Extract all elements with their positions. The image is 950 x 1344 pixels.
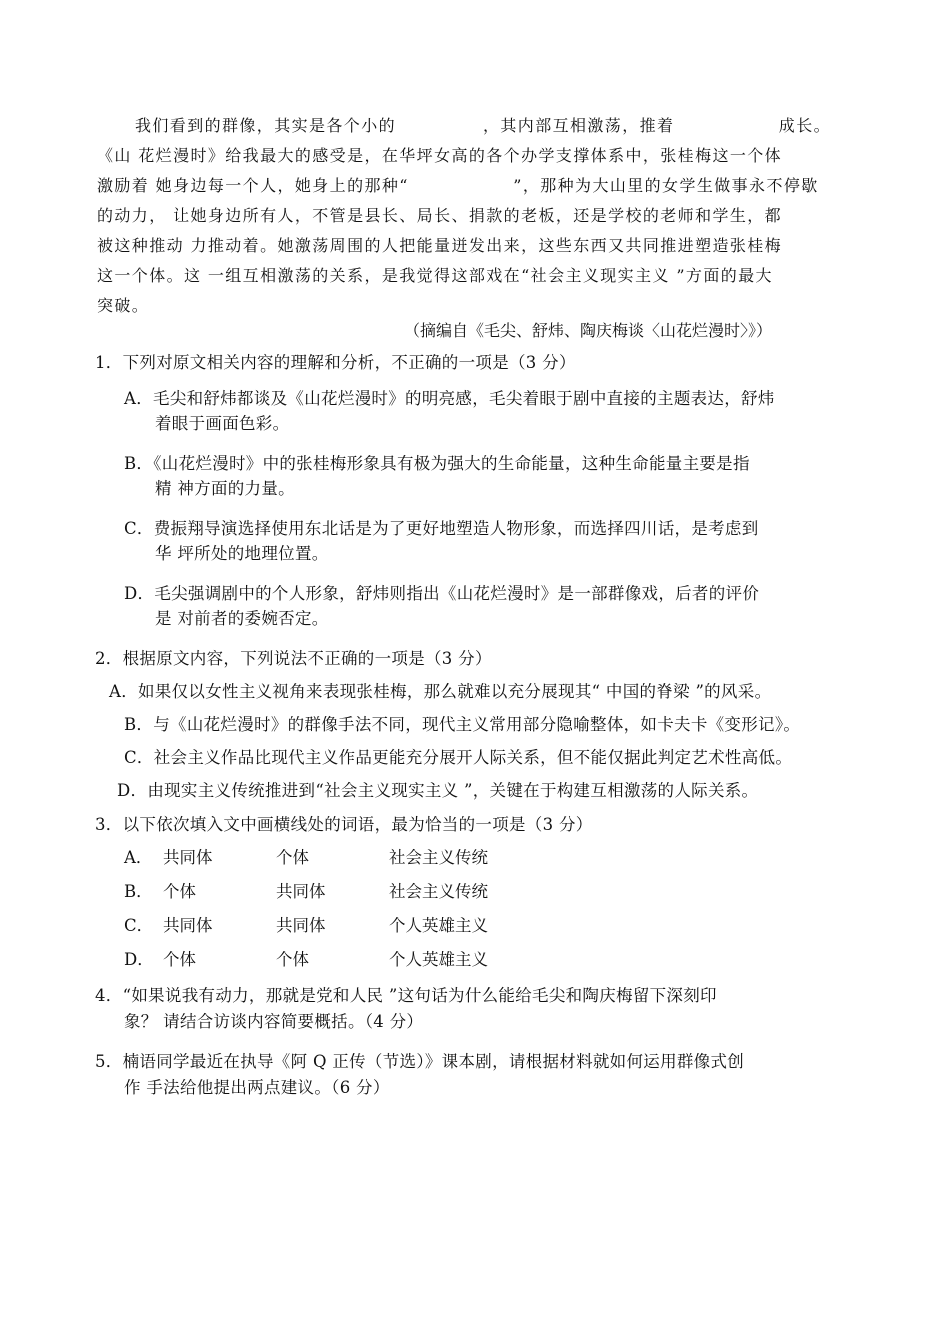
question-2-option-a: A．如果仅以女性主义视角来表现张桂梅，那么就难以充分展现其“ 中国的脊梁 ”的风采。 — [109, 682, 772, 701]
question-1-option-d: D．毛尖强调剧中的个人形象，舒炜则指出《山花烂漫时》是一部群像戏，后者的评价 — [124, 584, 760, 603]
option-letter: A． — [124, 848, 153, 867]
option-letter: D． — [124, 950, 154, 969]
passage-line: 《山 花烂漫时》给我最大的感受是，在华坪女高的各个办学支撑体系中，张桂梅这一个体 — [97, 146, 783, 165]
option-word-2: 共同体 — [276, 916, 326, 935]
question-4-stem-cont: 象？ 请结合访谈内容简要概括。（4 分） — [124, 1012, 424, 1031]
question-2-option-d: D．由现实主义传统推进到“社会主义现实主义 ”，关键在于构建互相激荡的人际关系。 — [117, 781, 759, 800]
option-word-1: 个体 — [163, 950, 196, 969]
option-word-2: 个体 — [276, 950, 309, 969]
option-word-3: 社会主义传统 — [389, 882, 488, 901]
option-word-1: 共同体 — [163, 916, 213, 935]
question-2-option-c: C．社会主义作品比现代主义作品更能充分展开人际关系，但不能仅据此判定艺术性高低。 — [124, 748, 793, 767]
option-word-3: 个人英雄主义 — [389, 950, 488, 969]
question-1-option-a: A．毛尖和舒炜都谈及《山花烂漫时》的明亮感，毛尖着眼于剧中直接的主题表达，舒炜 — [124, 389, 775, 408]
option-letter: B． — [124, 882, 153, 901]
option-word-1: 个体 — [163, 882, 196, 901]
question-5-stem: 5．楠语同学最近在执导《阿 Q 正传（节选）》课本剧，请根据材料就如何运用群像式创 — [95, 1052, 745, 1071]
option-word-1: 共同体 — [163, 848, 213, 867]
passage-source: （摘编自《毛尖、舒炜、陶庆梅谈〈山花烂漫时〉》） — [404, 321, 773, 340]
option-word-3: 个人英雄主义 — [389, 916, 488, 935]
option-word-2: 共同体 — [276, 882, 326, 901]
question-1-option-c: C．费振翔导演选择使用东北话是为了更好地塑造人物形象，而选择四川话，是考虑到 — [124, 519, 759, 538]
passage-line: 被这种推动 力推动着。她激荡周围的人把能量迸发出来，这些东西又共同推进塑造张桂梅 — [97, 236, 783, 255]
option-word-3: 社会主义传统 — [389, 848, 488, 867]
question-1-option-b: B．《山花烂漫时》中的张桂梅形象具有极为强大的生命能量，这种生命能量主要是指 — [124, 454, 750, 473]
question-3-stem: 3．以下依次填入文中画横线处的词语，最为恰当的一项是（3 分） — [95, 815, 593, 834]
passage-line: 的动力， 让她身边所有人，不管是县长、局长、捐款的老板，还是学校的老师和学生，都 — [97, 206, 783, 225]
passage-line: 激励着 她身边每一个人，她身上的那种“ ”，那种为大山里的女学生做事永不停歇 — [97, 176, 819, 195]
question-1-option-d-cont: 是 对前者的委婉否定。 — [155, 609, 329, 628]
question-5-stem-cont: 作 手法给他提出两点建议。（6 分） — [124, 1078, 390, 1097]
option-word-2: 个体 — [276, 848, 309, 867]
question-1-stem: 1．下列对原文相关内容的理解和分析，不正确的一项是（3 分） — [95, 353, 576, 372]
passage-line: 突破。 — [97, 296, 150, 315]
question-2-option-b: B．与《山花烂漫时》的群像手法不同，现代主义常用部分隐喻整体，如卡夫卡《变形记》。 — [124, 715, 801, 734]
question-1-option-a-cont: 着眼于画面色彩。 — [155, 414, 290, 433]
question-1-option-c-cont: 华 坪所处的地理位置。 — [155, 544, 329, 563]
question-2-stem: 2．根据原文内容，下列说法不正确的一项是（3 分） — [95, 649, 492, 668]
passage-line: 这一个体。这 一组互相激荡的关系，是我觉得这部戏在“社会主义现实主义 ”方面的最大 — [97, 266, 773, 285]
question-4-stem: 4．“如果说我有动力，那就是党和人民 ”这句话为什么能给毛尖和陶庆梅留下深刻印 — [95, 986, 717, 1005]
question-1-option-b-cont: 精 神方面的力量。 — [155, 479, 295, 498]
passage-line: 我们看到的群像，其实是各个小的 ，其内部互相激荡，推着 成长。 — [135, 116, 832, 135]
option-letter: C． — [124, 916, 154, 935]
